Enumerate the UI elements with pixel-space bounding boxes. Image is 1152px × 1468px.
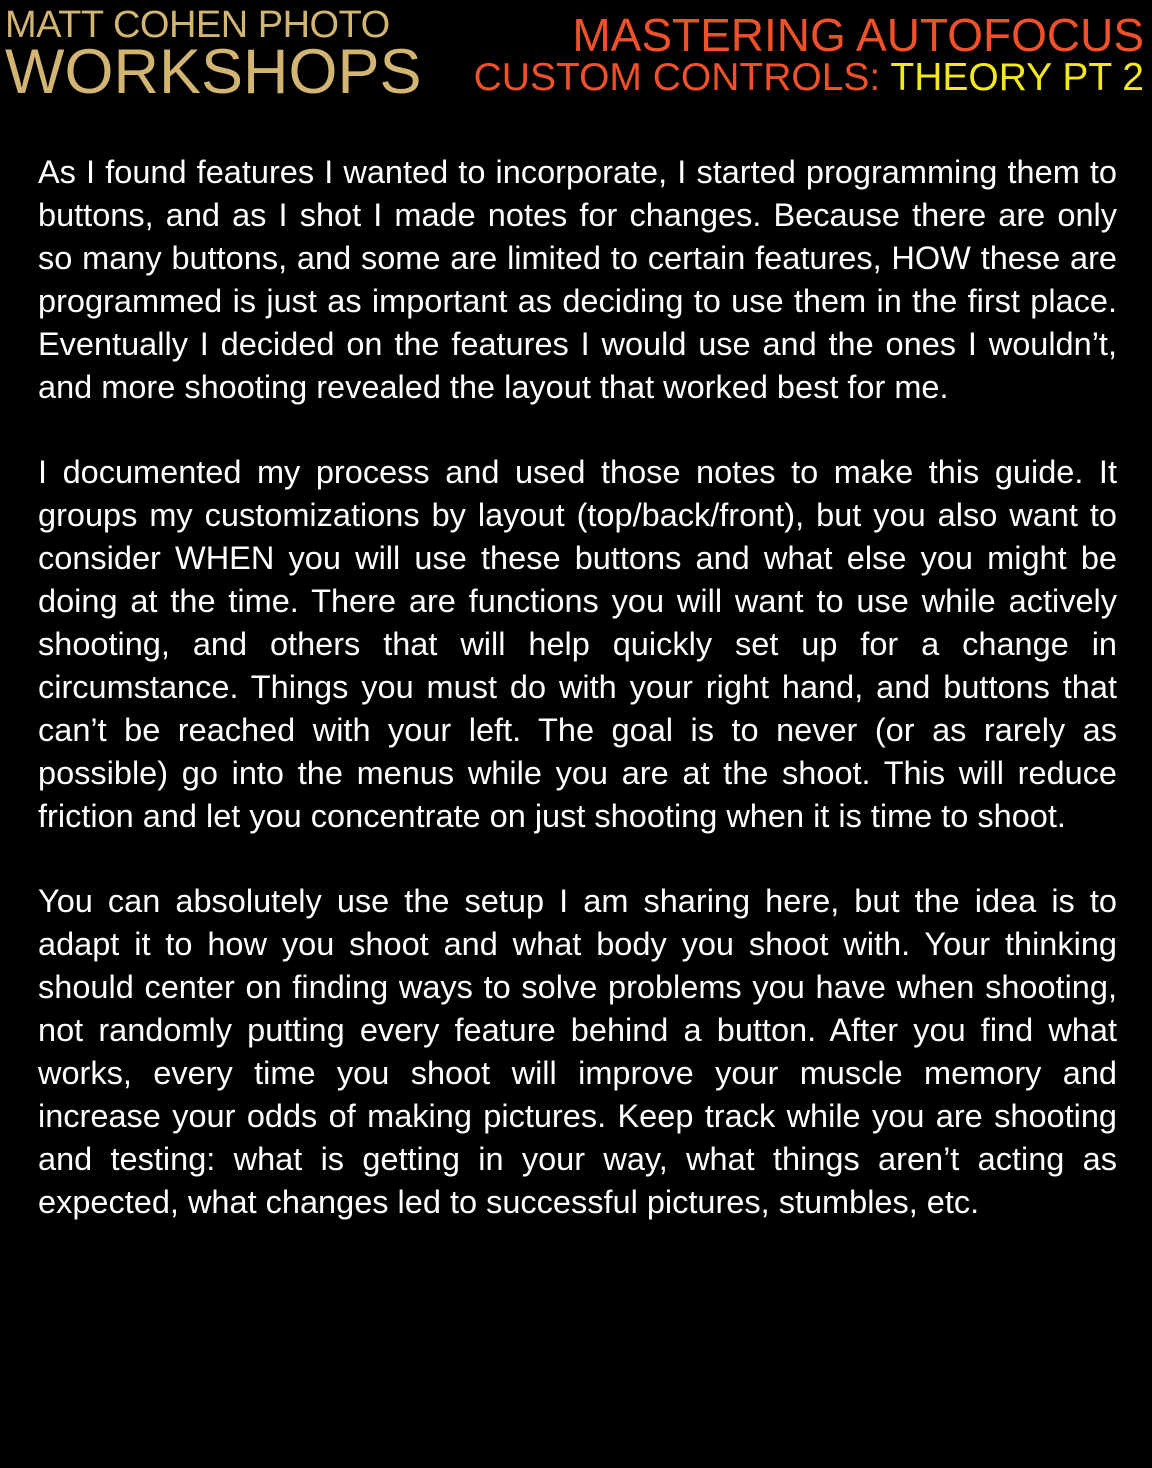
title-subtitle-section: CUSTOM CONTROLS: [473,56,891,99]
brand-name: MATT COHEN PHOTO [5,4,390,46]
body-text [38,151,1117,1266]
title-main: MASTERING AUTOFOCUS [572,9,1144,61]
brand-logo [5,4,422,107]
title-subtitle [474,58,1144,97]
paragraph: I documented my process and used those notes to make this guide. It groups my customizations by layout (top/back/front), but you also want to consider WHEN you will use these buttons and what else you might be doing at the time. There are functions you will want to use while actively shooting, and others that will help quickly set up for a change in circumstance. Things you must do with your right hand, and buttons that can’t be reached with your left. The goal is to never (or as rarely as possible) go into the menus while you are at the shoot. This will reduce friction and let you concentrate on just shooting when it is time to shoot. [38,454,1117,834]
paragraph: You can absolutely use the setup I am sharing here, but the idea is to adapt it to how you shoot and what body you shoot with. Your thinking should center on finding ways to solve problems you have when shooting, not randomly putting every feature behind a button. After you find what works, every time you shoot will improve your muscle memory and increase your odds of making pictures. Keep track while you are shooting and testing: what is getting in your way, what things aren’t acting as expected, what changes led to successful pictures, stumbles, etc. [38,883,1117,1220]
paragraph: As I found features I wanted to incorporate, I started programming them to buttons, and as I shot I made notes for changes. Because there are only so many buttons, and some are limited to certain features, HOW these are programmed is just as important as deciding to use them in the first place. Eventually I decided on the features I would use and the ones I wouldn’t, and more shooting revealed the layout that worked best for me. [38,154,1117,405]
page-title [473,9,1144,99]
title-subtitle-part: THEORY PT 2 [890,56,1144,99]
brand-subtitle: WORKSHOPS [5,37,422,107]
